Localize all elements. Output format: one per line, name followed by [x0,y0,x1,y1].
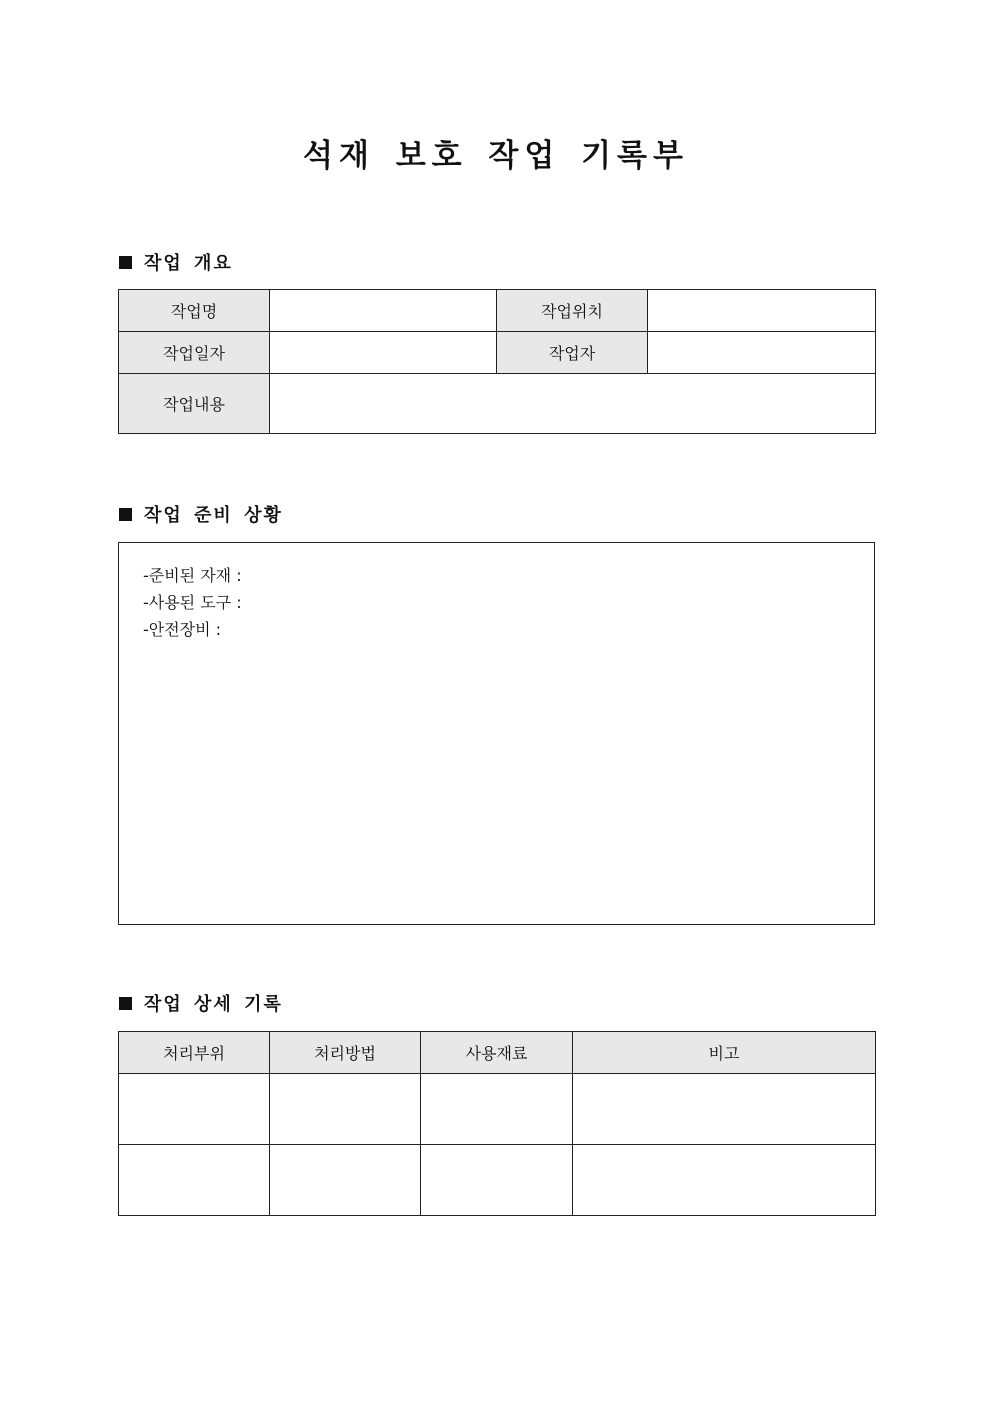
column-header-materials-used: 사용재료 [421,1032,573,1074]
prep-item-materials: -준비된 자재 : [143,566,242,585]
table-row [119,1074,876,1145]
detail-table [118,1031,876,1216]
work-location-label: 작업위치 [497,290,648,332]
square-bullet-icon [119,256,132,269]
column-header-treated-area: 처리부위 [119,1032,270,1074]
overview-table [118,289,876,434]
work-date-field[interactable] [270,332,497,374]
section-heading-overview [119,252,233,276]
materials-used-cell[interactable] [421,1074,573,1145]
table-row [119,1145,876,1216]
worker-field[interactable] [648,332,876,374]
overview-row [119,290,876,332]
overview-row [119,332,876,374]
section-heading-details-text: 작업 상세 기록 [144,994,283,1015]
prep-item-tools: -사용된 도구 : [143,593,242,612]
section-heading-preparation-text: 작업 준비 상황 [144,505,283,526]
section-heading-details [119,993,283,1017]
section-heading-preparation [119,504,283,528]
column-header-remarks: 비고 [573,1032,876,1074]
document-title: 석재 보호 작업 기록부 [303,138,689,174]
overview-row [119,374,876,434]
detail-header-row [119,1032,876,1074]
treated-area-cell[interactable] [119,1145,270,1216]
remarks-cell[interactable] [573,1074,876,1145]
remarks-cell[interactable] [573,1145,876,1216]
prep-item-safety-equipment: -안전장비 : [143,620,222,639]
materials-used-cell[interactable] [421,1145,573,1216]
preparation-box[interactable] [118,542,875,925]
section-heading-overview-text: 작업 개요 [144,253,233,274]
work-content-field[interactable] [270,374,876,434]
work-date-label: 작업일자 [119,332,270,374]
square-bullet-icon [119,508,132,521]
work-name-label: 작업명 [119,290,270,332]
treatment-method-cell[interactable] [270,1145,421,1216]
square-bullet-icon [119,997,132,1010]
work-name-field[interactable] [270,290,497,332]
treatment-method-cell[interactable] [270,1074,421,1145]
preparation-list [119,543,874,643]
treated-area-cell[interactable] [119,1074,270,1145]
work-content-label: 작업내용 [119,374,270,434]
work-location-field[interactable] [648,290,876,332]
column-header-treatment-method: 처리방법 [270,1032,421,1074]
worker-label: 작업자 [497,332,648,374]
